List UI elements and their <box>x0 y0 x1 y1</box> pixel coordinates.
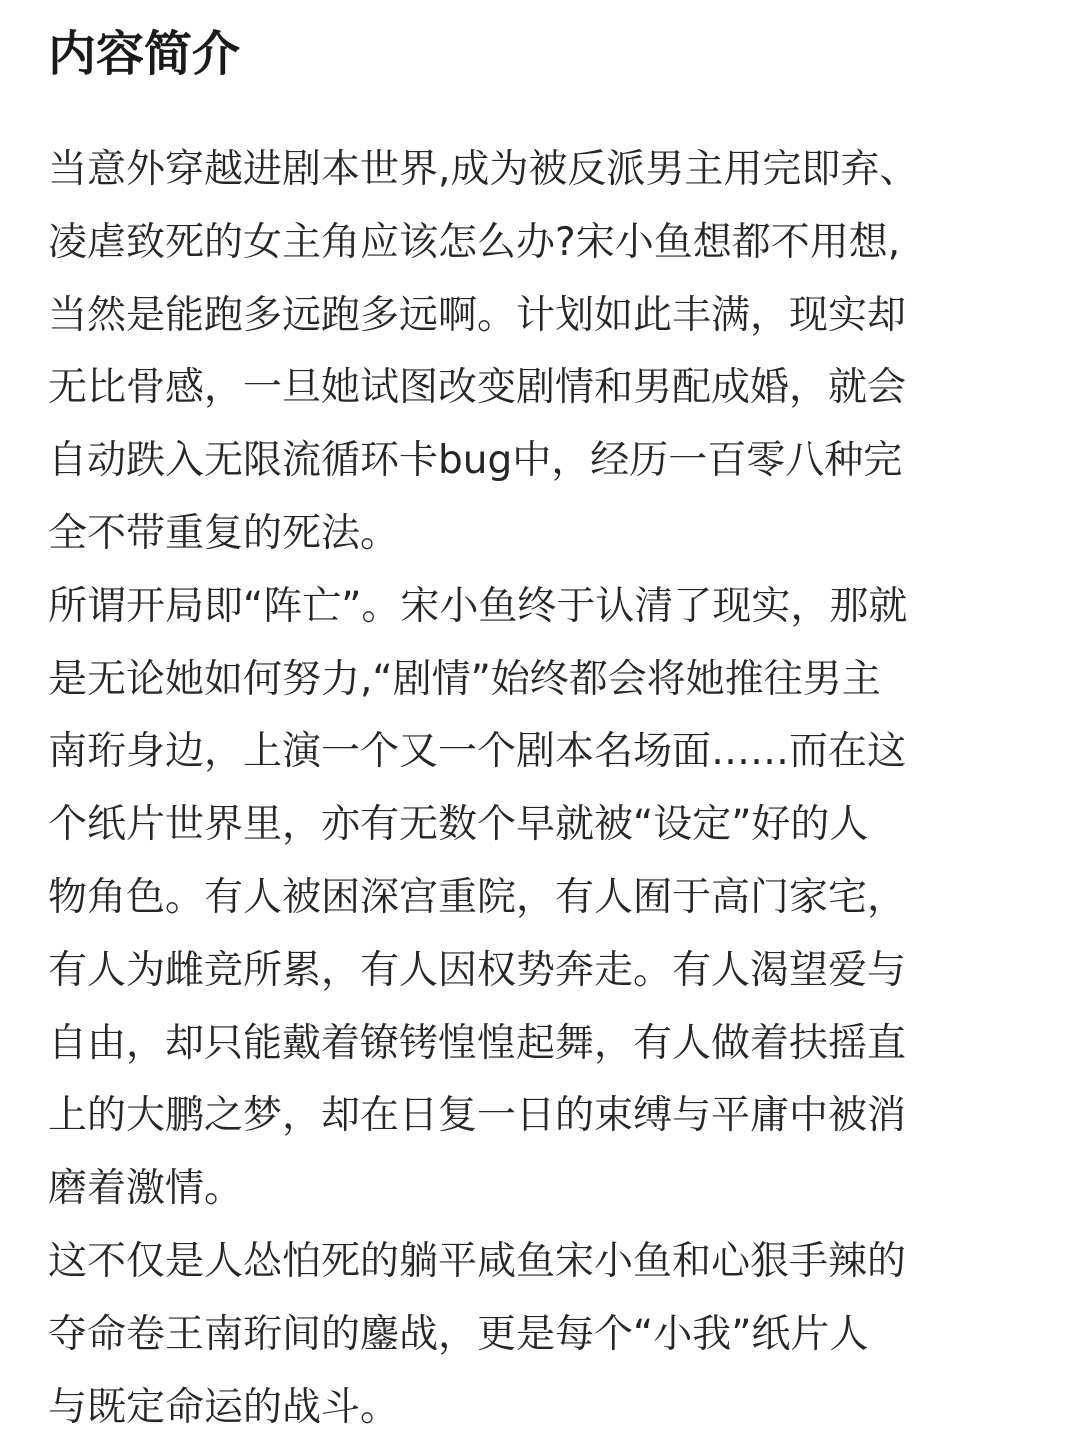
text-line: 全不带重复的死法。 <box>48 510 400 556</box>
text-line: 个纸片世界里，亦有无数个早就被“设定”好的人 <box>48 802 869 848</box>
text-line: 夺命卷王南珩间的鏖战，更是每个“小我”纸片人 <box>48 1311 869 1357</box>
text-line: 所谓开局即“阵亡”。宋小鱼终于认清了现实，那就 <box>48 583 908 629</box>
paragraph-1 <box>48 134 1038 571</box>
paragraph-2 <box>48 571 1038 1226</box>
text-line: 当然是能跑多远跑多远啊。计划如此丰满，现实却 <box>48 292 907 338</box>
text-line: 南珩身边，上演一个又一个剧本名场面……而在这 <box>48 729 907 775</box>
text-line: 这不仅是人怂怕死的躺平咸鱼宋小鱼和心狠手辣的 <box>48 1238 907 1284</box>
page-title: 内容简介 <box>48 26 241 82</box>
synopsis-page <box>48 14 1038 1444</box>
paragraph-3 <box>48 1226 1038 1444</box>
text-line: 当意外穿越进剧本世界,成为被反派男主用完即弃、 <box>48 147 919 192</box>
text-line: 自由，却只能戴着镣铐惶惶起舞，有人做着扶摇直 <box>48 1020 907 1066</box>
text-line: 物角色。有人被困深宫重院，有人囿于高门家宅， <box>48 874 907 920</box>
text-line: 有人为雌竞所累，有人因权势奔走。有人渴望爱与 <box>48 947 907 993</box>
text-line: 自动跌入无限流循环卡bug中，经历一百零八种完 <box>48 438 903 484</box>
text-line: 凌虐致死的女主角应该怎么办?宋小鱼想都不用想, <box>48 219 901 265</box>
text-line: 上的大鹏之梦，却在日复一日的束缚与平庸中被消 <box>48 1093 907 1139</box>
text-line: 与既定命运的战斗。 <box>48 1384 400 1430</box>
text-line: 无比骨感，一旦她试图改变剧情和男配成婚，就会 <box>48 365 907 411</box>
text-line: 磨着激情。 <box>48 1166 244 1212</box>
text-line: 是无论她如何努力,“剧情”始终都会将她推往男主 <box>48 656 881 702</box>
